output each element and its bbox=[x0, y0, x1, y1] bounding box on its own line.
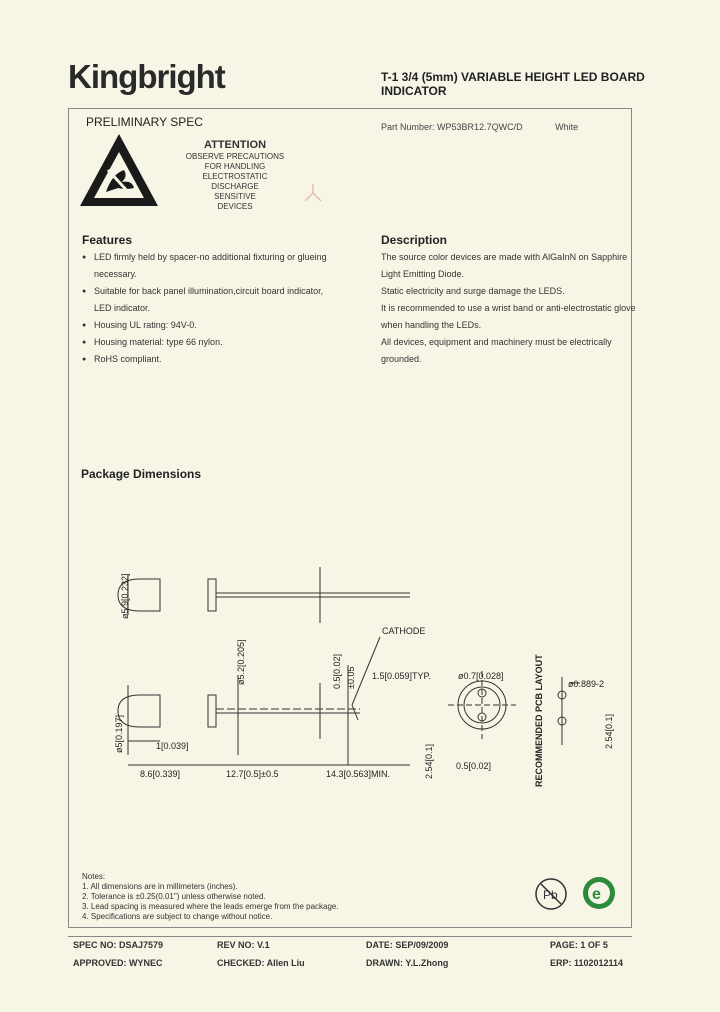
description-paragraph: The source color devices are made with AlGaInN on Sapphire Light Emitting Diode. bbox=[381, 252, 628, 279]
note-item: 2. Tolerance is ±0.25(0.01") unless otherwise noted. bbox=[82, 892, 266, 901]
erp-number: ERP: 1102012114 bbox=[550, 958, 624, 968]
date: DATE: SEP/09/2009 bbox=[366, 940, 449, 950]
dim-label: ±0.05 bbox=[346, 666, 356, 689]
cathode-label: CATHODE bbox=[382, 626, 426, 636]
dim-label: 2.54[0.1] bbox=[604, 713, 614, 749]
description-text bbox=[381, 249, 641, 368]
pb-text: Pb bbox=[543, 888, 558, 902]
attention-line: FOR HANDLING bbox=[204, 162, 266, 171]
dim-label: 0.5[0.02] bbox=[332, 653, 342, 689]
note-item: 4. Specifications are subject to change without notice. bbox=[82, 912, 273, 921]
esd-warning-icon bbox=[78, 130, 160, 212]
dim-label: 8.6[0.339] bbox=[140, 769, 181, 779]
description-paragraph: All devices, equipment and machinery must be electrically grounded. bbox=[381, 337, 612, 364]
dim-label: 1[0.039] bbox=[156, 741, 189, 751]
footer-divider bbox=[68, 936, 632, 937]
led-color: White bbox=[555, 122, 579, 132]
part-number: WP53BR12.7QWC/D bbox=[437, 122, 523, 132]
faint-mark-icon bbox=[302, 182, 324, 204]
list-item: ● LED firmly held by spacer-no additional fixturing or glueing necessary. bbox=[82, 249, 342, 283]
page-number: PAGE: 1 OF 5 bbox=[550, 940, 608, 950]
pcb-layout-label: RECOMMENDED PCB LAYOUT bbox=[534, 654, 544, 787]
attention-line: DISCHARGE bbox=[211, 182, 259, 191]
notes-heading: Notes: bbox=[82, 872, 106, 881]
notes-block bbox=[82, 872, 339, 922]
dim-label: 1.5[0.059]TYP. bbox=[372, 671, 431, 681]
description-paragraph: Static electricity and surge damage the LEDS. bbox=[381, 286, 565, 296]
package-heading: Package Dimensions bbox=[81, 467, 202, 481]
features-heading: Features bbox=[82, 233, 133, 247]
description-heading: Description bbox=[381, 233, 448, 247]
checked-by: CHECKED: Allen Liu bbox=[217, 958, 305, 968]
document-title: T-1 3/4 (5mm) VARIABLE HEIGHT LED BOARD INDICATOR bbox=[381, 70, 645, 98]
rev-no: REV NO: V.1 bbox=[217, 940, 270, 950]
attention-line: OBSERVE PRECAUTIONS bbox=[185, 152, 285, 161]
rohs-eco-icon bbox=[580, 874, 618, 912]
part-label: Part Number: bbox=[381, 122, 435, 132]
note-item: 3. Lead spacing is measured where the leads emerge from the package. bbox=[82, 902, 339, 911]
kingbright-logo: Kingbright bbox=[68, 58, 225, 95]
dim-label: ø0.889-2 bbox=[568, 679, 605, 689]
note-item: 1. All dimensions are in millimeters (inches). bbox=[82, 882, 238, 891]
attention-line: SENSITIVE bbox=[214, 192, 256, 201]
dim-label: ø5.9[0.232] bbox=[120, 573, 130, 619]
dim-label: ø5[0.197] bbox=[114, 714, 124, 753]
dim-label: 14.3[0.563]MIN. bbox=[326, 769, 391, 779]
spec-status: PRELIMINARY SPEC bbox=[86, 115, 203, 129]
dim-label: ø0.7[0.028] bbox=[458, 671, 504, 681]
dim-label: 0.5[0.02] bbox=[456, 761, 492, 771]
attention-box bbox=[180, 138, 290, 212]
content-frame bbox=[68, 108, 632, 928]
drawn-by: DRAWN: Y.L.Zhong bbox=[366, 958, 449, 968]
list-item: ● RoHS compliant. bbox=[82, 351, 342, 368]
dim-label: ø5.2[0.205] bbox=[236, 639, 246, 685]
package-drawing bbox=[100, 555, 640, 795]
attention-heading: ATTENTION bbox=[203, 139, 267, 151]
list-item: ● Housing UL rating: 94V-0. bbox=[82, 317, 342, 334]
features-list bbox=[82, 249, 342, 368]
list-item: ● Suitable for back panel illumination,circuit board indicator, LED indicator. bbox=[82, 283, 342, 317]
attention-line: ELECTROSTATIC bbox=[202, 172, 268, 181]
dim-label: 2.54[0.1] bbox=[424, 743, 434, 779]
attention-line: DEVICES bbox=[217, 202, 253, 211]
description-paragraph: It is recommended to use a wrist band or anti-electrostatic glove when handling the LEDs. bbox=[381, 303, 636, 330]
approved-by: APPROVED: WYNEC bbox=[73, 958, 163, 968]
part-number-line bbox=[381, 122, 578, 132]
pb-free-icon bbox=[533, 876, 569, 912]
eco-text: e bbox=[592, 886, 601, 903]
list-item: ● Housing material: type 66 nylon. bbox=[82, 334, 342, 351]
dim-label: 12.7[0.5]±0.5 bbox=[226, 769, 279, 779]
spec-no: SPEC NO: DSAJ7579 bbox=[73, 940, 164, 950]
